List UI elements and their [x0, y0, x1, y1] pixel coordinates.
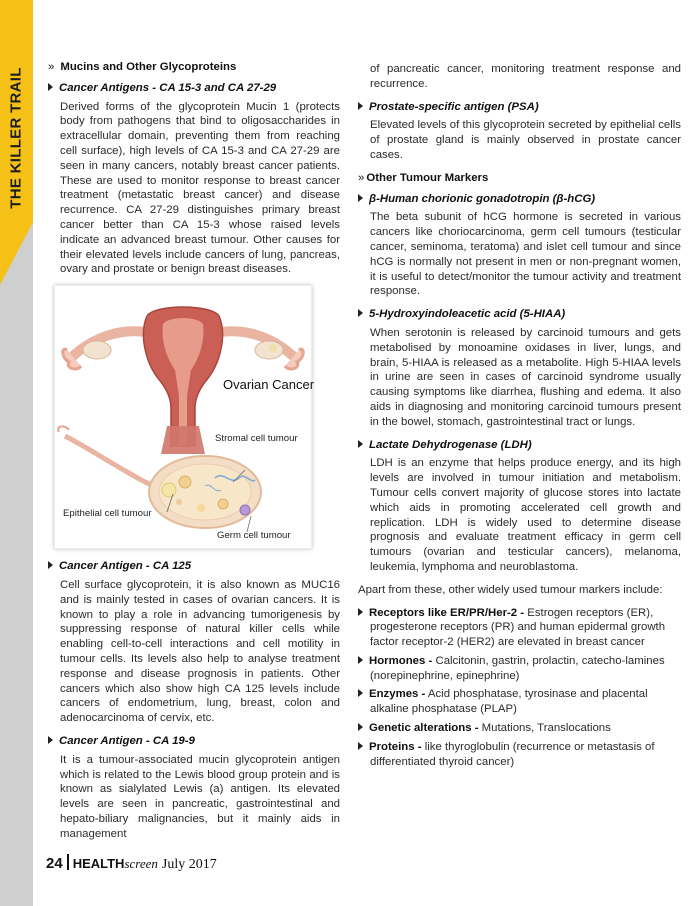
paragraph-ca125: Cell surface glycoprotein, it is also known as MUC16 and is mainly tested in cases of ovarian cancers. It is known to play a role in advancing tumorigenesis by suppressing response of natural killer cells while enabling cell-to-cell interactions and cell motility in tumour cells. Its levels also help to analyse treatment response and disease prognosis in patients. Other cancers which also show high CA 125 levels include cancers of endometrium, lung, breast, colon and adenocarcinoma of cervix, etc. [60, 578, 340, 725]
list-item: Receptors like ER/PR/Her-2 - Estrogen receptors (ER), progesterone receptors (PR) and human epidermal growth factor receptor-2 (HER2) are elevated in breast cancer [370, 606, 681, 650]
page-footer [46, 854, 217, 876]
paragraph-apart: Apart from these, other widely used tumour markers include: [358, 583, 663, 596]
section-title-vertical [0, 0, 33, 285]
section-heading-other-markers: » Other Tumour Markers [358, 171, 489, 184]
paragraph-ldh: LDH is an enzyme that helps produce energy, and its high levels are involved in tumour initiation and metabolism. Tumour cells convert majority of glucose stores into lactate which aids in promoting accelerated cell growth and replication. LDH is widely used to determine disease prognosis and evaluate treatment efficacy in germ cell tumours (ovarian and testicular cancers), melanoma, leukemia, lymphoma and neuroblastoma. [370, 457, 681, 573]
paragraph-ca153: Derived forms of the glycoprotein Mucin 1 (protects body from pathogens that bind to oligosaccharides in extracellular domain, preventing them from reaching cell surface), high levels of CA 15-3 and CA 27-29 are seen in many cancers, notably breast cancer patients. These are used to monitor response to breast cancer treatment (metastatic breast cancer) and disease recurrence. CA 27-29 distinguishes primary breast cancer better than CA 15-3 whose raised levels indicate an advanced breast tumour. Other causes for their elevated levels include cancers of lung, pancreas, ovary and prostate or benign breast diseases. [60, 100, 340, 276]
subheading-5hiaa: 5-Hydroxyindoleacetic acid (5-HIAA) [358, 307, 681, 322]
list-item: Proteins - like thyroglobulin (recurrence or metastasis of differentiated thyroid cancer) [370, 740, 681, 770]
triangle-bullet-icon [358, 723, 363, 731]
triangle-bullet-icon [48, 736, 53, 744]
subheading-ldh: Lactate Dehydrogenase (LDH) [358, 438, 681, 453]
triangle-bullet-icon [358, 309, 363, 317]
page-number: 24 [46, 855, 63, 872]
section-title-text: THE KILLER TRAIL [7, 67, 25, 209]
list-item: Enzymes - Acid phosphatase, tyrosinase and placental alkaline phosphatase (PLAP) [370, 687, 681, 717]
subheading-ca125: Cancer Antigen - CA 125 [48, 559, 340, 574]
triangle-bullet-icon [358, 656, 363, 664]
magazine-brand: HEALTH [72, 856, 125, 871]
subheading-ca153: Cancer Antigens - CA 15-3 and CA 27-29 [48, 81, 340, 96]
label-epithelial: Epithelial cell tumour [63, 508, 152, 520]
triangle-bullet-icon [358, 194, 363, 202]
triangle-bullet-icon [358, 742, 363, 750]
paragraph-5hiaa: When serotonin is released by carcinoid tumours and gets metabolised by monoamine oxidases in liver, lungs, and brain, 5-HIAA is released as a metabolite. High 5-HIAA levels in urine are seen in cases of carcinoid syndrome usually causing symptoms like diarrhea, flushing and edema. It also aids in diagnosing and monitoring carcinoid tumours present in the bowel, stomach, gastrointestinal tract or lungs. [370, 326, 681, 428]
sidebar-strip [0, 0, 33, 906]
paragraph-psa: Elevated levels of this glycoprotein secreted by epithelial cells of prostate gland is mainly observed in prostate cancer cases. [370, 119, 681, 161]
triangle-bullet-icon [358, 440, 363, 448]
triangle-bullet-icon [48, 83, 53, 91]
paragraph-hcg: The beta subunit of hCG hormone is secreted in various cancers like choriocarcinoma, germ cell tumours (testicular cancer, seminoma, teratoma) and islet cell tumour and since hCG is normally not present in men or non-pregnant women, it is useful to detect/monitor the tumour activity and treatment response. [370, 211, 681, 298]
list-item: Hormones - Calcitonin, gastrin, prolactin, catecho-lamines (norepinephrine, epinephrine) [370, 654, 681, 684]
list-item: Genetic alterations - Mutations, Translocations [370, 721, 681, 736]
footer-divider [67, 854, 69, 870]
subheading-hcg: β-Human chorionic gonadotropin (β-hCG) [358, 192, 681, 207]
ovarian-cancer-figure [54, 285, 315, 549]
right-column [358, 62, 681, 773]
issue-date: July 2017 [161, 857, 217, 872]
triangle-bullet-icon [358, 102, 363, 110]
paragraph-ca199: It is a tumour-associated mucin glycoprotein antigen which is related to the Lewis blood group protein and is known as sialylated Lewis (a) antigen. Its elevated levels are seen in pancreatic, gastrointestinal and hepato-biliary malignancies, but it mainly aids in management [60, 753, 340, 840]
section-heading-mucins: » Mucins and Other Glycoproteins [48, 61, 237, 73]
magazine-brand-italic: screen [124, 856, 158, 871]
triangle-bullet-icon [358, 689, 363, 697]
figure-title: Ovarian Cancer [223, 377, 315, 393]
left-column [48, 60, 340, 850]
triangle-bullet-icon [358, 608, 363, 616]
subheading-psa: Prostate-specific antigen (PSA) [358, 100, 681, 115]
subheading-ca199: Cancer Antigen - CA 19-9 [48, 734, 340, 749]
triangle-bullet-icon [48, 561, 53, 569]
paragraph-ca199-continued: of pancreatic cancer, monitoring treatment response and recurrence. [370, 63, 681, 90]
label-germ: Germ cell tumour [217, 530, 291, 542]
label-stromal: Stromal cell tumour [215, 433, 298, 445]
